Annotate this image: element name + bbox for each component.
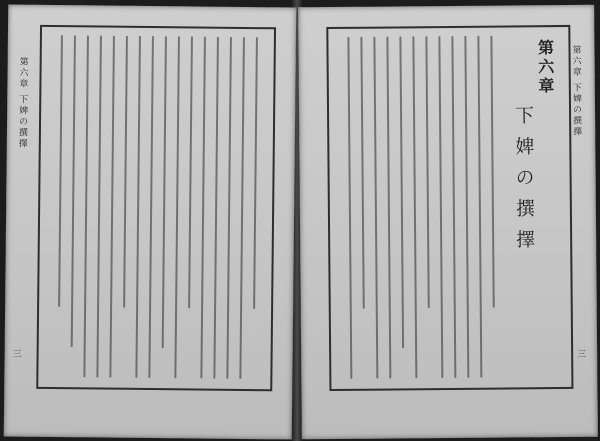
body-text-lines: [8, 5, 296, 8]
body-text-lines: [298, 5, 594, 8]
chapter-title: 下婢の撰擇: [511, 105, 536, 261]
chapter-label: 第六章: [535, 39, 555, 97]
running-head: 第六章 下婢の撰擇: [570, 44, 582, 138]
running-head: 第六章 下婢の撰擇: [16, 56, 28, 150]
page-number: 三: [577, 349, 587, 360]
right-page: [298, 5, 598, 440]
page-number: 三: [12, 349, 22, 360]
left-page: [4, 5, 297, 440]
